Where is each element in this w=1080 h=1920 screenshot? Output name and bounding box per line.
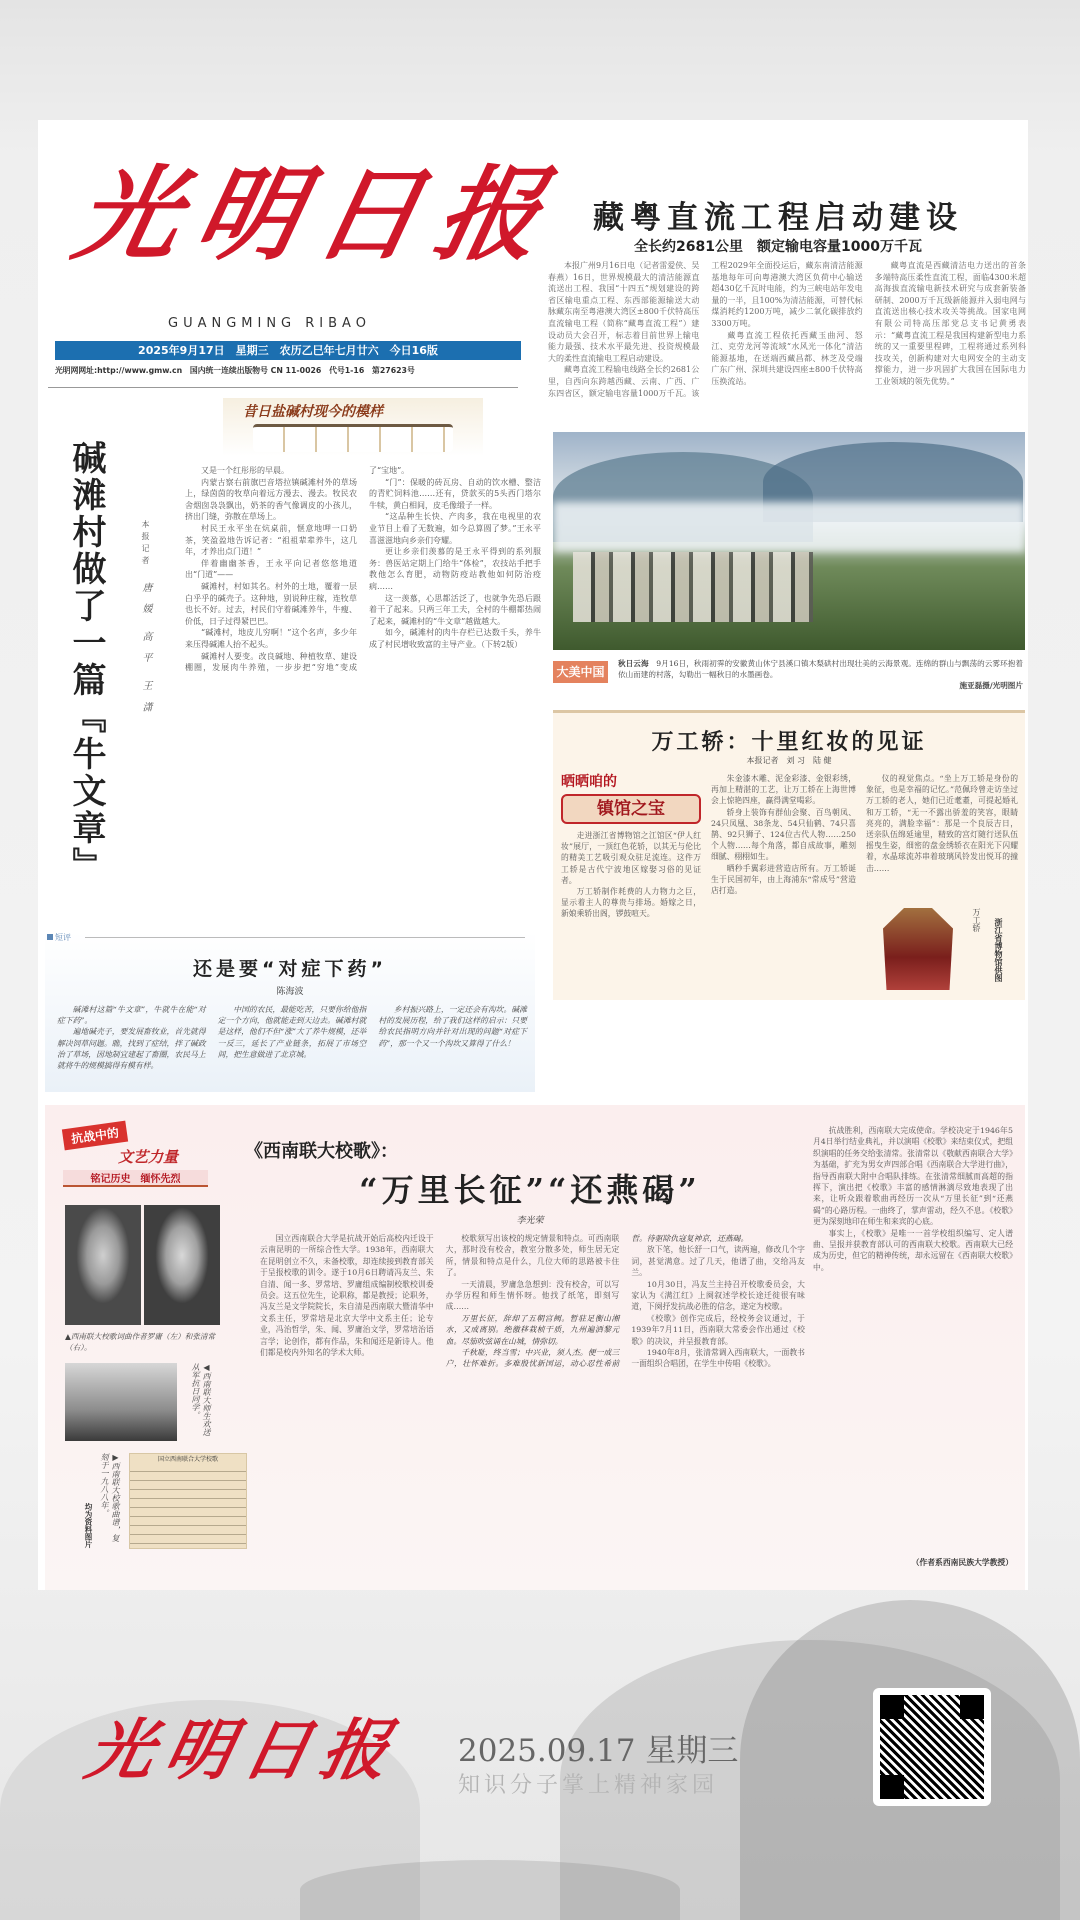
daimei-badge: 大美中国 (553, 661, 608, 683)
photo3-caption: ▶西南联大校歌曲谱，复刻于一九八八年。 (100, 1453, 120, 1542)
illustration-title: 昔日盐碱村现今的模样 (243, 404, 383, 420)
lianda-paragraph: 事实上，《校歌》是唯一一首学校组织编写、定人谱曲、呈报并获教育部认可的西南联大校歌。西南联大已经成为历史，但它的精神传统，却永远留在《西南联大校歌》中。 (813, 1228, 1013, 1272)
feature-paragraph: “门”：保暖的砖瓦房、自动的饮水槽、整洁的青贮饲料池……还有，贷款买的5头西门塔尔牛犊，黄白相间，皮毛像缎子一样。 (369, 477, 541, 510)
comment-label (47, 932, 71, 943)
feature-paragraph: 如今，碱滩村的肉牛存栏已达数千头，养牛成了村民增收致富的主导产业。（下转2版） (369, 628, 541, 649)
feature-paragraph: “碱滩村，地皮儿穷啊！”这个名声，多少年来压得碱滩人抬不起头。 (185, 628, 357, 649)
treasure-col-3 (866, 773, 1018, 874)
treasure-label (561, 773, 701, 824)
feature-paragraph: 碱滩村人要变。改良碱地、种植牧草、建设棚圈，发展肉牛养殖，一步步把“穷地”变成了“宝地”。 (185, 466, 410, 673)
feature-headline: 碱滩村做了一篇『牛文章』 (66, 440, 106, 884)
qr-code[interactable] (873, 1688, 991, 1806)
caption-line (618, 658, 1023, 680)
farewell-photo (65, 1363, 177, 1441)
treasure-paragraph: 走进浙江省博物馆之江馆区“伊人红妆”展厅，一顶红色花轿，以其无与伦比的精美工艺吸引观众驻足流连。这件万工轿是古代宁波地区嫁娶习俗的见证者。 (561, 831, 701, 885)
series-slogan: 铭记历史 缅怀先烈 (63, 1170, 208, 1187)
issue-info: 光明网网址:http://www.gmw.cn 国内统一连续出版物号 CN 11-0026 代号1-16 第27623号 (55, 366, 415, 375)
lianda-paragraph: 10月30日，冯友兰主持召开校歌委员会，大家认为《满江红》上阕叙述学校长途迁徙很有味道，下阕抒发抗战必胜的信念，遂定为校歌。 (631, 1279, 805, 1312)
lianda-section (45, 1105, 1025, 1590)
treasure-paragraph: 万工轿制作耗费的人力物力之巨，显示着主人的尊贵与排场。婚嫁之日，新娘乘轿出阁，锣鼓喧天。 (561, 887, 701, 919)
series-top: 抗战中的 (62, 1121, 128, 1151)
feature-paragraph: 伴着幽幽茶香，王永平向记者悠悠地道出“门道”—— (185, 558, 357, 580)
comment-section (45, 932, 535, 1092)
sedan-chair-caption: 万工轿 (972, 908, 981, 932)
divider (48, 387, 518, 388)
treasure-paragraph: 仪的视觉焦点。“坐上万工轿是身份的象征，也是幸福的记忆。”范佩玲曾走访坐过万工轿的老人，她们已近耄耋，可提起婚礼和万工轿，“无一不露出骄羞的笑容，眼睛亮亮的，满脸幸福”：那是一个良辰吉日，送亲队伍绵延逾里，精致的宫灯随行送队伍摇曳生姿，细密的盘金绣轿衣在阳光下闪耀着，水晶球流苏串着玻璃风铃发出悦耳的撞击…… (866, 774, 1018, 873)
footer-date: 2025.09.17 星期三 (458, 1733, 739, 1769)
treasure-col-2 (711, 773, 856, 896)
photo2-caption: ◀西南联大师生欢送从军抗日同学。 (191, 1363, 211, 1436)
lianda-kicker: 《西南联大校歌》： (245, 1141, 398, 1162)
series-badge (63, 1125, 208, 1190)
lead-subtitle: 全长约2681公里 额定输电容量1000万千瓦 (634, 239, 922, 255)
author-note: （作者系西南民族大学教授） (911, 1558, 1013, 1567)
caption-text: 9月16日，秋雨初霁的安徽黄山休宁县溪口镇木梨硔村出现壮美的云海景观。连绵的群山与飘荡的云雾环抱着依山而建的村落，勾勒出一幅秋日的水墨画卷。 (618, 659, 1023, 679)
lead-headline: 藏粤直流工程启动建设 (593, 200, 963, 236)
lead-paragraph: 本报广州9月16日电（记者雷爱侠、吴春燕）16日，世界规模最大的清洁能源直流送出工程、我国“十四五”规划建设的跨省区输电重点工程、东西部能源输送大动脉藏东南至粤港澳大湾区±800千伏特高压直流输电工程（简称“藏粤直流工程”）建设动员大会召开，标志着目前世界上输电能力最强、技术水平最先进、投资规模最大的柔性直流输电工程启动建设。 (548, 261, 700, 363)
lianda-paragraph: 抗战胜利，西南联大完成使命。学校决定于1946年5月4日举行结业典礼，并以演唱《校歌》来结束仪式，把组织演唱的任务交给张清常。张清常以《敬献西南联合大学》为基础，扩充为男女声四部合唱《西南联合大学进行曲》，指导西南联大附中合唱队排练。在张清常细腻而高超的指挥下，演出把《校歌》丰富的感情淋漓尽致地表现了出来，让听众跟着歌曲再经历一次从“万里长征”到“还燕碣”的心路历程。一曲终了，掌声雷动，经久不息。《校歌》更为深刻地印在师生和来宾的心底。 (813, 1126, 1013, 1227)
lianda-paragraph: 1940年8月，张清常调入西南联大，一面教书一面组织合唱团，在学生中传唱《校歌》。 (631, 1348, 805, 1369)
lianda-paragraph: 校歌须写出该校的规定情景和特点。可西南联大，那时没有校舍，教室分散多处，师生居无定所，情景和特点是什么，几位大师的思路被卡住了。 (445, 1234, 620, 1278)
feature-paragraph: 内蒙古察右前旗巴音塔拉镇碱滩村外的草场上，绿茵茵的牧草向着远方漫去、漫去。牧民农舍烟囱袅袅飘出，奶茶的香气像调皮的小孩儿，挤出门缝，弥散在草场上。 (185, 477, 357, 522)
comment-label-text: 短评 (55, 933, 71, 942)
treasure-section (553, 710, 1025, 1000)
feature-paragraph: 村民王永平坐在炕桌前，惬意地呷一口奶茶，笑盈盈地告诉记者：“祖祖辈辈养牛，这几年，才养出点门道！” (185, 523, 357, 557)
treasure-title: 万工轿：十里红妆的见证 (651, 729, 927, 755)
comment-paragraph: 中国的农民，最能吃苦，只要你给他指定一个方向，他就能走到天边去。碱滩村就是这样，他们不但“涨”大了养牛规模，还举一反三，延长了产业链条，拓展了市场空间，把生意做进了北京城。 (217, 1005, 367, 1059)
lianda-author: 李光荣 (516, 1216, 544, 1226)
byline-names: 唐 媛 高 平 王 潇 (140, 582, 151, 716)
song-score-image (129, 1453, 247, 1549)
treasure-paragraph: 晒秒手翼彩进营造店所有。万工轿诞生于民国初年，由上海浦东“常成号”营造店打造。 (711, 863, 856, 896)
sedan-chair-credit: 浙江省博物馆供图 (994, 918, 1003, 982)
feature-paragraph: “这品种生长快、产肉多，我在电视里的农业节目上看了无数遍，如今总算圆了梦。”王永平喜滋滋地向乡亲们夸耀。 (369, 512, 541, 545)
lianda-paragraph: 万里长征，辞却了五朝宫阙。暂驻足衡山湘水，又成离别。绝徼移栽桢干质，九州遍洒黎元血。尽笳吹弦诵在山城，情弥切。 (445, 1313, 620, 1346)
sedan-chair-image (883, 908, 953, 990)
comment-paragraph: 遍地碱壳子，要发展畜牧业，首先就得解决饲草问题。瞧，找到了症结，拌了碱政治了草场，因地制宜建起了畜圈，农民马上就将牛的规模搞得有模有样。 (57, 1027, 206, 1071)
masthead-logo: 光明日报 (65, 155, 571, 275)
qr-code-pattern (880, 1695, 984, 1799)
portrait-luo-yong (65, 1205, 141, 1325)
comment-title: 还是要“对症下药” (193, 958, 387, 980)
lianda-paragraph: 放下笔，他长舒一口气，读两遍，修改几个字词，甚觉满意。过了几天，他谱了曲，交给冯友兰。 (631, 1245, 805, 1278)
lianda-body (260, 1233, 805, 1370)
feature-body (185, 465, 541, 674)
label-top: 晒晒咱的 (561, 774, 617, 790)
byline-label: 本报记者 (141, 520, 150, 568)
treasure-col-1 (561, 773, 701, 920)
score-title: 国立西南联合大学校歌 (130, 1454, 246, 1463)
treasure-paragraph: 轿身上装饰有群仙会聚、百鸟朝凤、24只凤凰、38条龙、54只仙鹤、74只喜鹊、92只狮子、124位古代人物……250个人物……每个角落，都自成故事，雕刻细腻、栩栩如生。 (711, 807, 856, 862)
cloud-sea (553, 502, 1025, 552)
lianda-paragraph: 《校歌》创作完成后，经校务会议通过，于1939年7月11日，西南联大常委会作出通过《校歌》的决议，并呈报教育部。 (631, 1313, 805, 1346)
footer-logo: 光明日报 (79, 1711, 409, 1789)
label-main: 镇馆之宝 (561, 794, 701, 824)
lead-paragraph: 藏粤直流工程输电线路全长约2681公里，自西向东跨越西藏、云南、广西、广东四省区，额定输电容量1000万千瓦。该工程2029年全面投运后，藏东南清洁能源基地每年可向粤港澳大湾区负荷中心输送超430亿千瓦时电能，约为三峡电站年发电量的一半，且100%为清洁能源，可替代标煤消耗约1200万吨，减少二氧化碳排放约3300万吨。 (548, 261, 863, 398)
mountain-bg (300, 1860, 680, 1920)
lianda-paragraph: 国立西南联合大学是抗战开始后高校内迁设于云南昆明的一所综合性大学。1938年，西南联大在昆明创立不久，未备校歌，却连续接到教育部关于呈报校歌的训令。遂于10月6日聘请冯友兰、朱自清、闻一多、罗常培、罗庸组成编制校歌校训委员会。这五位先生，论职称，都是教授；论职务，冯友兰是文学院院长，朱自清是西南联大暨清华中文系主任，罗常培是北京大学中文系主任；论专业，冯治哲学，朱、闻、罗庸治文学，罗常培治语言学；论创作，都有作品，朱和闻还是新诗人。他们都是校内外知名的学术大师。 (260, 1234, 434, 1358)
illustration-houses (253, 424, 453, 452)
lead-paragraph: 藏粤直流工程依托西藏玉曲河、怒江、克劳龙河等流域“水风光一体化”清洁能源基地，在送端西藏昌都、林芝及受端广东广州、深圳共建设四座±800千伏特高压换流站。 (711, 330, 863, 386)
lianda-paragraph: 一天清晨，罗庸急急想到：没有校舍，可以写办学历程和师生情怀呀。他找了纸笔，即刻写成…… (445, 1279, 620, 1312)
footer-slogan: 知识分子掌上精神家园 (458, 1773, 719, 1798)
series-main: 文艺力量 (118, 1148, 179, 1166)
photo-caption (618, 658, 1023, 691)
feature-illustration (223, 398, 483, 456)
feature-paragraph: 这一羡慕，心思都活泛了，也就争先恐后跟着干了起来。只两三年工夫，全村的牛棚都热闹了起来，碱滩村的“牛文章”越做越大。 (369, 593, 541, 626)
comment-rule (85, 937, 525, 938)
lianda-body-right (813, 1125, 1013, 1273)
portrait-photos (65, 1205, 220, 1325)
photo-credit: 均为资料图片 (84, 1503, 93, 1548)
caption-title: 秋日云海 (618, 659, 649, 668)
comment-paragraph: 碱滩村这篇“牛文章”，牛就牛在能“对症下药”。 (57, 1005, 206, 1026)
lead-paragraph: 藏粤直流是西藏清洁电力送出的首条多端特高压柔性直流工程，面临4300米超高海拔直流输电新技术研究与成套新装备研制、2000万千瓦级新能源并入弱电网与直流送出核心技术攻关等挑战。国家电网有限公司特高压部党总支书记黄勇表示：“藏粤直流工程是我国构建新型电力系统的又一重要里程碑，工程将通过系列科技攻关，创新构建对大电网安全的主动支撑能力，进一步巩固扩大我国在国际电力工业领域的领先优势。” (874, 261, 1026, 386)
feature-paragraph: 又是一个红彤彤的早晨。 (201, 466, 289, 475)
masthead-english: GUANGMING RIBAO (168, 316, 371, 331)
photo-credit: 施亚磊摄/光明图片 (959, 681, 1023, 690)
comment-paragraph: 乡村振兴路上，一定还会有沟坎。碱滩村的发展历程，给了我们这样的启示：只要给农民指明方向并针对出现的问题“对症下药”，那一个又一个沟坎又算得了什么！ (378, 1005, 527, 1048)
landscape-photo (553, 432, 1025, 650)
square-icon (47, 934, 53, 940)
feature-paragraph: 更让乡亲们羡慕的是王永平得到的系列服务：兽医站定期上门给牛“体检”，农技站手把手教他怎么育肥，动物防疫站教他如何防治疫病…… (369, 547, 541, 591)
newspaper-page (38, 120, 1028, 1590)
photo1-caption: ▲西南联大校歌词曲作者罗庸（左）和张清常（右）。 (65, 1332, 216, 1352)
date-bar: 2025年9月17日 星期三 农历乙巳年七月廿六 今日16版 (55, 341, 521, 360)
treasure-paragraph: 朱金漆木雕、泥金彩漆、金银彩绣，再加上精湛的工艺，让万工轿在上海世博会上惊艳四座，赢得满堂喝彩。 (711, 774, 856, 806)
lianda-paragraph: 千秋耻，终当雪；中兴业，须人杰。便一成三户，壮怀难折。多难殷忧新国运，动心忍性希前哲。待驱除仇寇复神京，还燕碣。 (445, 1234, 749, 1369)
comment-body (57, 1004, 527, 1071)
lead-body (548, 260, 1026, 399)
feature-byline (138, 520, 153, 716)
treasure-byline: 本报记者 刘 习 陆 健 (746, 756, 832, 765)
portrait-zhang-qingchang (144, 1205, 220, 1325)
feature-paragraph: 碱滩村，村如其名。村外的土地，覆着一层白乎乎的碱壳子。这种地，别说种庄稼，连牧草也长不好。过去，村民们守着碱滩养牛，牛瘦、价低，日子过得紧巴巴。 (185, 581, 357, 626)
comment-author: 陈海波 (276, 987, 304, 997)
village-houses (573, 552, 813, 622)
lianda-headline: “万里长征”“还燕碣” (359, 1171, 701, 1209)
